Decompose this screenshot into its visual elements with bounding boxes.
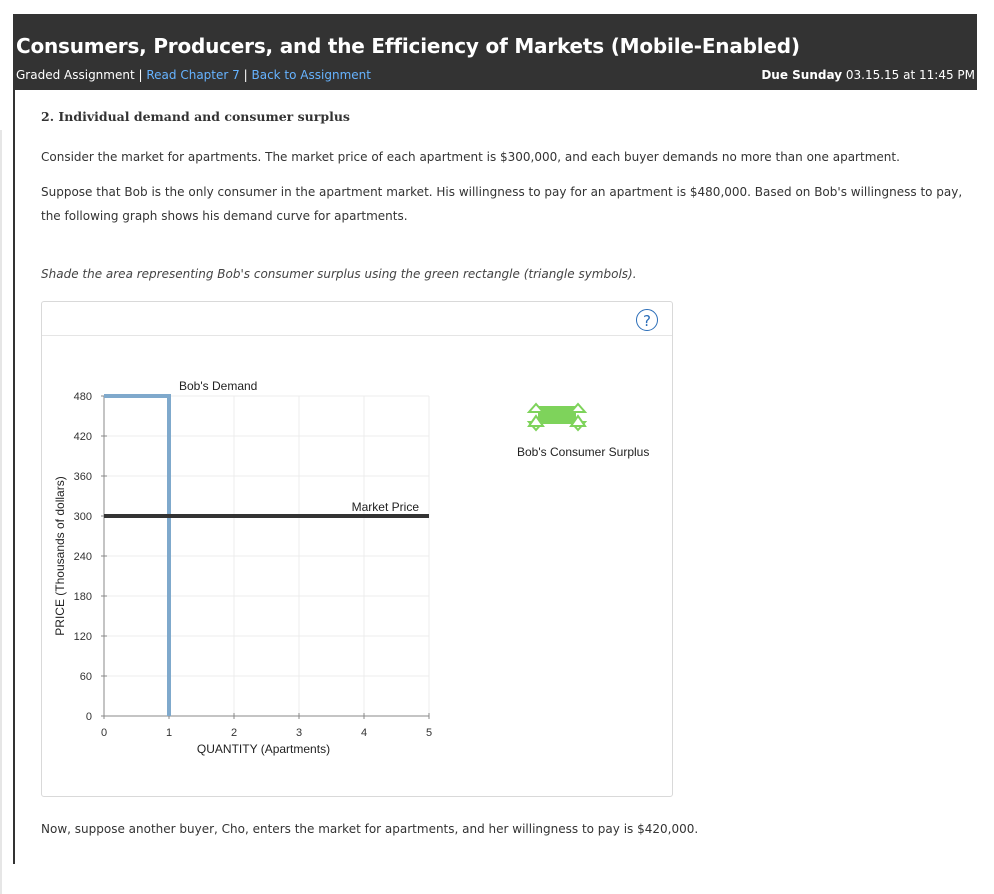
y-tick-label: 120: [73, 631, 92, 643]
y-tick-label: 0: [85, 711, 92, 723]
x-tick-label: 2: [230, 727, 238, 739]
question-paragraph-1: Consider the market for apartments. The market price of each apartment is $300,000, and each buyer demands no more than one apartment.: [41, 150, 900, 164]
question-paragraph-3: Now, suppose another buyer, Cho, enters the market for apartments, and her willingness to pay is $420,000.: [41, 822, 699, 836]
y-tick-label: 60: [79, 671, 92, 683]
chart-ticks: [74, 391, 432, 739]
y-tick-label: 480: [73, 391, 92, 403]
help-icon[interactable]: ?: [636, 309, 658, 331]
question-paragraph-2: [41, 180, 966, 228]
page-title: Consumers, Producers, and the Efficiency of Markets (Mobile-Enabled): [16, 34, 800, 58]
y-tick-label: 180: [73, 591, 92, 603]
y-tick-label: 300: [73, 511, 92, 523]
chart-grid: [104, 396, 429, 716]
question-paragraph-2-line-1: Suppose that Bob is the only consumer in the apartment market. His willingness to pay for an apartment is $480,000. Based on Bob's willingness to pay,: [41, 185, 963, 199]
y-tick-label: 360: [73, 471, 92, 483]
question-title: 2. Individual demand and consumer surplus: [41, 109, 350, 124]
separator: |: [138, 68, 143, 82]
assignment-type-label: Graded Assignment: [16, 68, 135, 82]
y-tick-label: 240: [73, 551, 92, 563]
x-tick-label: 5: [425, 727, 433, 739]
due-value: 03.15.15 at 11:45 PM: [845, 68, 975, 82]
x-tick-label: 3: [295, 727, 303, 739]
legend-label-consumer-surplus: Bob's Consumer Surplus: [517, 445, 650, 459]
question-paragraph-2-line-2: the following graph shows his demand curve for apartments.: [41, 209, 408, 223]
x-tick-label: 4: [360, 727, 368, 739]
header-subnav: [16, 68, 371, 82]
graph-container: [41, 301, 673, 797]
y-tick-label: 420: [73, 431, 92, 443]
graph-instruction: Shade the area representing Bob's consumer surplus using the green rectangle (triangle symbols).: [41, 267, 637, 281]
legend-tool: [529, 404, 585, 430]
assignment-header: [13, 14, 977, 90]
question-panel: [15, 90, 975, 894]
consumer-surplus-rect-tool[interactable]: [529, 404, 585, 430]
y-axis-label: PRICE (Thousands of dollars): [53, 476, 67, 636]
back-to-assignment-link[interactable]: Back to Assignment: [251, 68, 371, 82]
separator: |: [243, 68, 248, 82]
page-left-border: [0, 130, 2, 894]
read-chapter-link[interactable]: Read Chapter 7: [146, 68, 240, 82]
due-date: [761, 68, 975, 82]
demand-curve-label: Bob's Demand: [179, 379, 258, 393]
market-price-label: Market Price: [351, 500, 419, 514]
x-axis-label: QUANTITY (Apartments): [196, 742, 331, 756]
due-label: Due Sunday: [761, 68, 843, 82]
x-tick-label: 1: [165, 727, 173, 739]
x-tick-label: 0: [100, 727, 108, 739]
demand-chart: [42, 302, 672, 796]
